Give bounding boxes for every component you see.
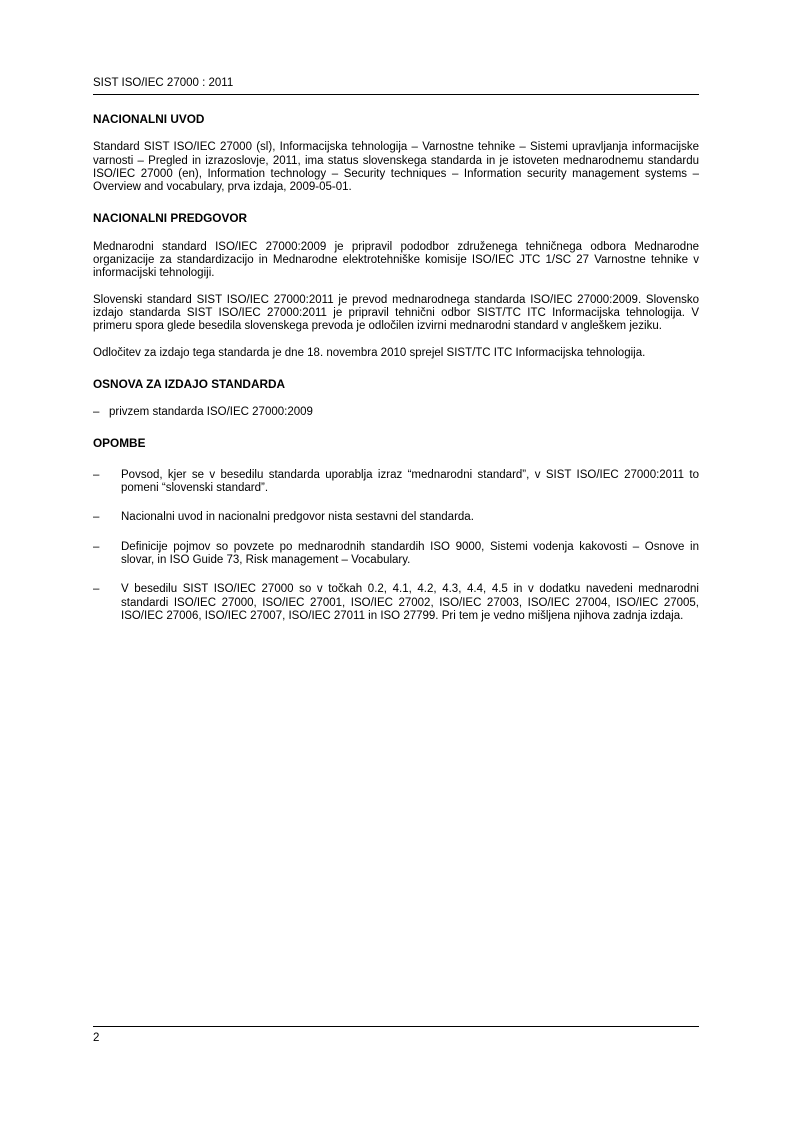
dash-bullet: – xyxy=(93,540,100,553)
list-item xyxy=(93,541,699,568)
dash-bullet: – xyxy=(93,468,100,481)
page-header-title: SIST ISO/IEC 27000 : 2011 xyxy=(93,77,234,89)
list-item xyxy=(93,406,699,419)
basis-item-text: privzem standarda ISO/IEC 27000:2009 xyxy=(109,406,313,419)
section-heading-notes: OPOMBE xyxy=(93,436,146,451)
foreword-paragraph-1: Mednarodni standard ISO/IEC 27000:2009 je pripravil pododbor združenega tehničnega odbora Mednarodne organizacije za standardizacijo in Mednarodne elektrotehniške komisije ISO/IEC JTC 1/SC 27 Varnostne tehnike v informacijski tehnologiji. xyxy=(93,240,699,280)
footer-divider xyxy=(93,1026,699,1027)
notes-list xyxy=(93,469,699,623)
list-item xyxy=(93,511,699,524)
list-item xyxy=(93,583,699,623)
dash-bullet: – xyxy=(93,406,100,419)
section-heading-national-intro: NACIONALNI UVOD xyxy=(93,112,205,126)
note-item-text: Povsod, kjer se v besedilu standarda uporablja izraz “mednarodni standard”, v SIST ISO/IEC 27000:2011 to pomeni “slovenski standard”. xyxy=(121,468,699,495)
list-item xyxy=(93,469,699,496)
note-item-text: Nacionalni uvod in nacionalni predgovor nista sestavni del standarda. xyxy=(121,511,474,524)
foreword-paragraph-2: Slovenski standard SIST ISO/IEC 27000:2011 je prevod mednarodnega standarda ISO/IEC 27000:2009. Slovensko izdajo standarda SIST ISO/IEC 27000:2011 je pripravil tehnični odbor SIST/TC ITC Informacijska tehnologija. V primeru spora glede besedila slovenskega prevoda je odločilen izvirni mednarodni standard v angleškem jeziku. xyxy=(93,293,699,333)
basis-list xyxy=(93,406,699,419)
note-item-text: V besedilu SIST ISO/IEC 27000 so v točkah 0.2, 4.1, 4.2, 4.3, 4.4, 4.5 in v dodatku navedeni mednarodni standardi ISO/IEC 27000, ISO/IEC 27001, ISO/IEC 27002, ISO/IEC 27003, ISO/IEC 27004, ISO/IEC 27005, ISO/IEC 27006, ISO/IEC 27007, ISO/IEC 27011 in ISO 27799. Pri tem je vedno mišljena njihova zadnja izdaja. xyxy=(121,583,699,622)
foreword-paragraph-3: Odločitev za izdajo tega standarda je dne 18. novembra 2010 sprejel SIST/TC ITC Informacijska tehnologija. xyxy=(93,346,646,359)
note-item-text: Definicije pojmov so povzete po mednarodnih standardih ISO 9000, Sistemi vodenja kakovosti – Osnove in slovar, in ISO Guide 73, Risk management – Vocabulary. xyxy=(121,540,699,566)
page-content xyxy=(93,113,699,639)
dash-bullet: – xyxy=(93,583,100,596)
section-heading-national-foreword: NACIONALNI PREDGOVOR xyxy=(93,211,248,226)
national-intro-paragraph: Standard SIST ISO/IEC 27000 (sl), Informacijska tehnologija – Varnostne tehnike – Sistemi upravljanja informacijske varnosti – Pregled in izrazoslovje, 2011, ima status slovenskega standarda in je istoveten mednarodnemu standardu ISO/IEC 27000 (en), Information technology – Security techniques – Information security management systems – Overview and vocabulary, prva izdaja, 2009-05-01. xyxy=(93,141,699,194)
header-divider xyxy=(93,94,699,95)
page-number: 2 xyxy=(93,1032,100,1044)
dash-bullet: – xyxy=(93,511,100,524)
section-heading-basis: OSNOVA ZA IZDAJO STANDARDA xyxy=(93,376,286,391)
